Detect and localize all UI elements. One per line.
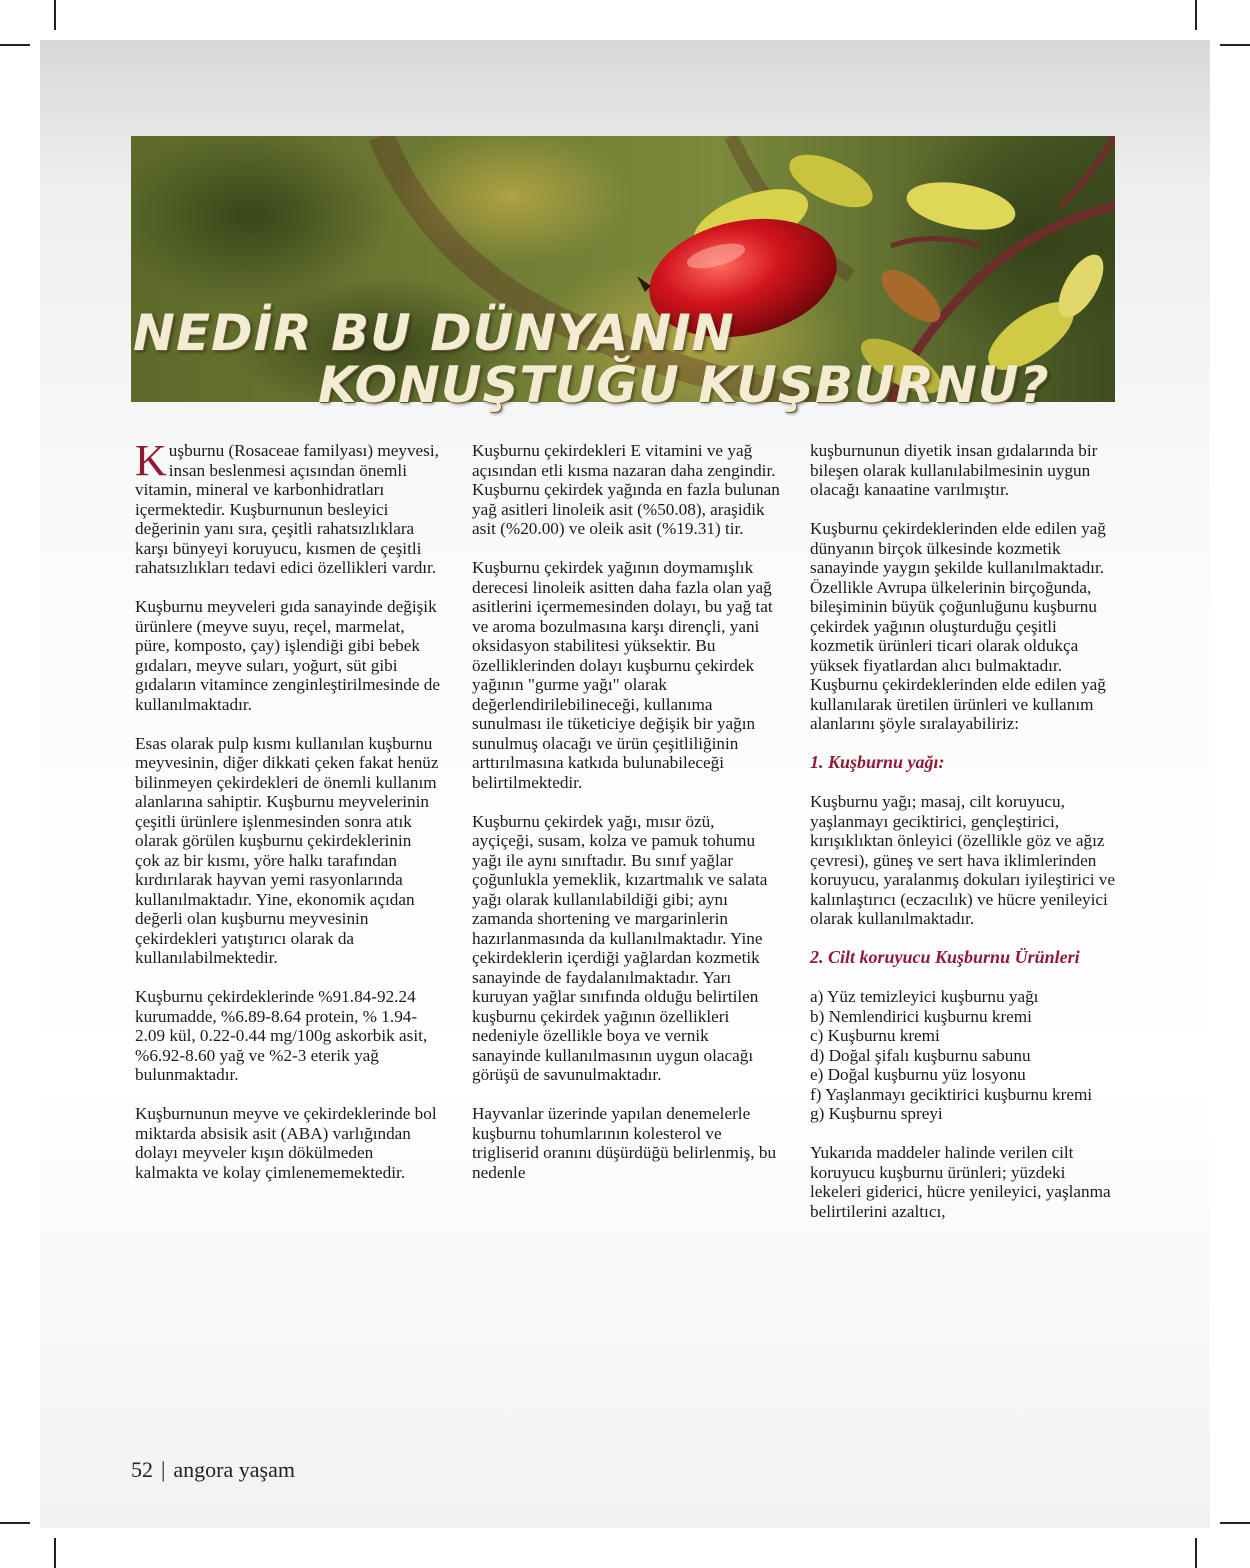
crop-mark: [0, 44, 30, 46]
paragraph: Kuşburnu meyveleri gıda sanayinde değişik ürünlere (meyve suyu, reçel, marmelat, püre, komposto, çay) işlendiği gibi bebek gıdaları, meyve suları, yoğurt, süt gibi gıdaların vitamince zenginleştirilmesinde de kullanılmaktadır.: [135, 597, 440, 714]
paragraph: Kuşburnunun meyve ve çekirdeklerinde bol miktarda absisik asit (ABA) varlığından dolayı meyveler kışın dökülmeden kalmakta ve kolay çimlenememektedir.: [135, 1104, 437, 1182]
list-item: g) Kuşburnu spreyi: [810, 1104, 943, 1123]
paragraph: Kuşburnu yağı; masaj, cilt koruyucu, yaşlanmayı geciktirici, gençleştirici, kırışıklıktan önleyici (özellikle göz ve ağız çevresi), güneş ve sert hava iklimlerinden koruyucu, yaralanmış dokuları iyileştirici ve kalınlaştırıcı (eczacılık) ve hücre yenileyici olarak kullanılmaktadır.: [810, 792, 1115, 928]
crop-mark: [1220, 44, 1250, 46]
crop-mark: [1195, 1538, 1197, 1568]
paragraph: Kuşburnu çekirdek yağı, mısır özü, ayçiçeği, susam, kolza ve pamuk tohumu yağı ile aynı sınıftadır. Bu sınıf yağlar çoğunlukla yemeklik, kızartmalık ve salata yağı olarak kullanılabildiği gibi; aynı zamanda shortening ve margarinlerin hazırlanmasında da kullanılmaktadır. Yine çekirdeklerin içerdiği yağlardan kozmetik sanayinde de faydalanılmaktadır. Yarı kuruyan yağlar sınıfında olduğu belirtilen kuşburnu çekirdek yağının özellikleri nedeniyle özellikle boya ve vernik sanayinde kullanılmasının uygun olacağı görüşü de savunulmaktadır.: [472, 811, 768, 1084]
paragraph: Yukarıda maddeler halinde verilen cilt koruyucu kuşburnu ürünleri; yüzdeki lekeleri giderici, hücre yenileyici, yaşlanma belirtilerini azaltıcı,: [810, 1143, 1111, 1221]
paragraph: Esas olarak pulp kısmı kullanılan kuşburnu meyvesinin, diğer dikkati çeken fakat henüz bilinmeyen çekirdekleri de önemli kullanım alanlarına sahiptir. Kuşburnu meyvelerinin çeşitli ürünlere işlenmesinden sonra atık olarak görülen kuşburnu çekirdeklerinin çok az bir kısmı, yöre halkı tarafından kırdırılarak hayvan yemi rasyonlarında kullanılmaktadır. Yine, ekonomik açıdan değerli olan kuşburnu meyvesinin çekirdekleri yatıştırıcı olarak da kullanılabilmektedir.: [135, 733, 439, 967]
drop-cap: K: [135, 436, 167, 485]
title-line-1: NEDİR BU DÜNYANIN: [133, 304, 735, 362]
magazine-name: angora yaşam: [173, 1457, 295, 1482]
footer-separator: |: [161, 1457, 166, 1482]
crop-mark: [54, 1538, 56, 1568]
paragraph: kuşburnunun diyetik insan gıdalarında bir bileşen olarak kullanılabilmesinin uygun olacağı kanaatine varılmıştır.: [810, 441, 1098, 499]
crop-mark: [1220, 1522, 1250, 1524]
crop-mark: [1195, 0, 1197, 30]
article-column-3: [810, 441, 1120, 1241]
paragraph: Hayvanlar üzerinde yapılan denemelerle kuşburnu tohumlarının kolesterol ve trigliserid oranını düşürdüğü belirlenmiş, bu nedenle: [472, 1104, 777, 1182]
list-item: e) Doğal kuşburnu yüz losyonu: [810, 1065, 1026, 1084]
article-column-1: [135, 436, 440, 1202]
list-item: d) Doğal şifalı kuşburnu sabunu: [810, 1045, 1031, 1065]
crop-mark: [54, 0, 56, 30]
paragraph: Kuşburnu çekirdeklerinden elde edilen yağ dünyanın birçok ülkesinde kozmetik sanayinde yaygın şekilde kullanılmaktadır. Özellikle Avrupa ülkelerinin birçoğunda, bileşiminin büyük çoğunluğunu kuşburnu çekirdek yağının oluşturduğu çeşitli kozmetik ürünleri ticari olarak oldukça yüksek fiyatlardan alıcı bulmaktadır. Kuşburnu çekirdeklerinden elde edilen yağ kullanılarak üretilen ürünleri ve kullanım alanlarını şöyle sıralayabiliriz:: [810, 519, 1106, 733]
list-item: a) Yüz temizleyici kuşburnu yağı: [810, 987, 1039, 1006]
crop-mark: [0, 1522, 30, 1524]
paragraph: [135, 436, 440, 578]
paragraph: Kuşburnu çekirdeklerinde %91.84-92.24 kurumadde, %6.89-8.64 protein, % 1.94-2.09 kül, 0.22-0.44 mg/100g askorbik asit, %6.92-8.60 yağ ve %2-3 eterik yağ bulunmaktadır.: [135, 987, 428, 1084]
title-line-2: KONUŞTUĞU KUŞBURNU?: [318, 356, 1050, 414]
page-footer: [131, 1457, 295, 1483]
section-heading-1: 1. Kuşburnu yağı:: [810, 752, 945, 772]
list-item: c) Kuşburnu kremi: [810, 1026, 940, 1045]
paragraph: Kuşburnu çekirdek yağının doymamışlık derecesi linoleik asitten daha fazla olan yağ asitlerini içermemesinden dolayı, bu yağ tat ve aroma bozulmasına karşı dirençli, yani oksidasyon stabilitesi yüksektir. Bu özelliklerinden dolayı kuşburnu çekirdek yağının "gurme yağı" olarak değerlendirilebilineceği, kullanıma sunulması ile tüketiciye değişik bir yağın sunulmuş olacağı ve ürün çeşitliliğinin arttırılmasına katkıda bulunabileceği belirtilmektedir.: [472, 558, 773, 792]
section-heading-2: 2. Cilt koruyucu Kuşburnu Ürünleri: [810, 947, 1080, 967]
list-item: b) Nemlendirici kuşburnu kremi: [810, 1006, 1032, 1026]
paragraph-text: uşburnu (Rosaceae familyası) meyvesi, insan beslenmesi açısından önemli vitamin, mineral ve karbonhidratları içermektedir. Kuşburnunun besleyici değerinin yanı sıra, çeşitli rahatsızlıklara karşı bünyeyi koruyucu, kısmen de çeşitli rahatsızlıkları tedavi edici özellikleri vardır.: [135, 441, 439, 577]
product-list: [810, 987, 1120, 1124]
list-item: f) Yaşlanmayı geciktirici kuşburnu kremi: [810, 1084, 1093, 1104]
article-column-2: [472, 441, 780, 1202]
page-number: 52: [131, 1457, 153, 1482]
paragraph: Kuşburnu çekirdekleri E vitamini ve yağ açısından etli kısma nazaran daha zengindir. Kuşburnu çekirdek yağında en fazla bulunan yağ asitleri linoleik asit (%50.08), araşidik asit (%20.00) ve oleik asit (%19.31) tir.: [472, 441, 780, 538]
